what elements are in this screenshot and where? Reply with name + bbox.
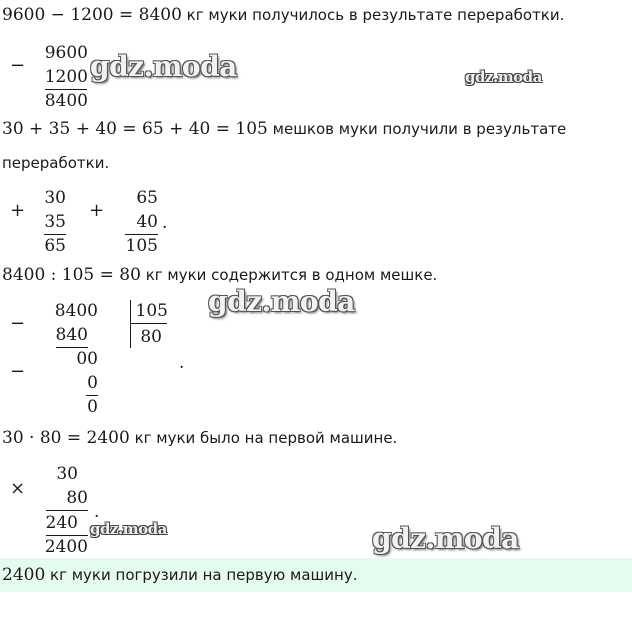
divisor-bar: [130, 300, 131, 348]
partial-product: 240: [45, 513, 78, 533]
addend-2: 35: [44, 212, 66, 232]
mul-line-1: [46, 510, 88, 511]
equation-1: 9600 − 1200 = 8400: [2, 5, 182, 25]
plus-sign-1: +: [10, 200, 26, 221]
addend-1: 30: [44, 188, 66, 208]
statement-line-1: [2, 4, 564, 26]
remainder-2: 0: [87, 397, 98, 417]
watermark-3: gdz.moda: [208, 285, 355, 318]
divisor: 105: [135, 301, 168, 321]
statement-line-4: [2, 264, 437, 286]
second-product: 0: [87, 373, 98, 393]
difference: 8400: [44, 91, 88, 111]
statement-line-5: [2, 427, 397, 449]
watermark-1: gdz.moda: [90, 50, 237, 83]
addend-3: 65: [136, 188, 158, 208]
equation-2: 30 + 35 + 40 = 65 + 40 = 105: [2, 119, 268, 139]
factor-1: 30: [56, 464, 78, 484]
minus-sign: −: [10, 55, 26, 76]
remainder-1: 00: [76, 349, 98, 369]
watermark-4: gdz.moda: [90, 520, 167, 538]
subtrahend: 1200: [44, 67, 88, 87]
equation-3: 8400 : 105 = 80: [2, 265, 141, 285]
addend-4: 40: [136, 212, 158, 232]
answer-line: [2, 564, 357, 586]
statement-4-text: кг муки содержится в одном мешке.: [140, 266, 438, 284]
dividend: 8400: [54, 301, 98, 321]
sum-1: 65: [44, 236, 66, 256]
end-dot-2: .: [179, 353, 185, 373]
minus-sign-div-1: −: [10, 313, 26, 334]
minus-sign-div-2: −: [10, 361, 26, 382]
times-sign: ×: [10, 478, 26, 499]
first-product: 840: [55, 325, 88, 345]
minuend: 9600: [44, 43, 88, 63]
end-dot-1: .: [162, 213, 168, 233]
plus-sign-2: +: [89, 200, 105, 221]
statement-line-3: [2, 152, 109, 174]
statement-1-text: кг муки получилось в результате переработки.: [181, 6, 565, 24]
statement-line-2: [2, 118, 566, 140]
answer-text: кг муки погрузили на первую машину.: [45, 566, 358, 584]
equation-4: 30 · 80 = 2400: [2, 428, 130, 448]
quotient-line: [131, 323, 167, 324]
statement-3-text: переработки.: [2, 154, 110, 172]
sum-2: 105: [125, 236, 158, 256]
statement-5-text: кг муки было на первой машине.: [129, 429, 398, 447]
watermark-2: gdz.moda: [465, 68, 542, 86]
statement-2-text: мешков муки получили в результате: [267, 120, 567, 138]
quotient: 80: [140, 327, 162, 347]
answer-number: 2400: [2, 565, 46, 585]
factor-2: 80: [66, 488, 88, 508]
watermark-5: gdz.moda: [372, 522, 519, 555]
end-dot-3: .: [94, 502, 100, 522]
product: 2400: [44, 537, 88, 557]
